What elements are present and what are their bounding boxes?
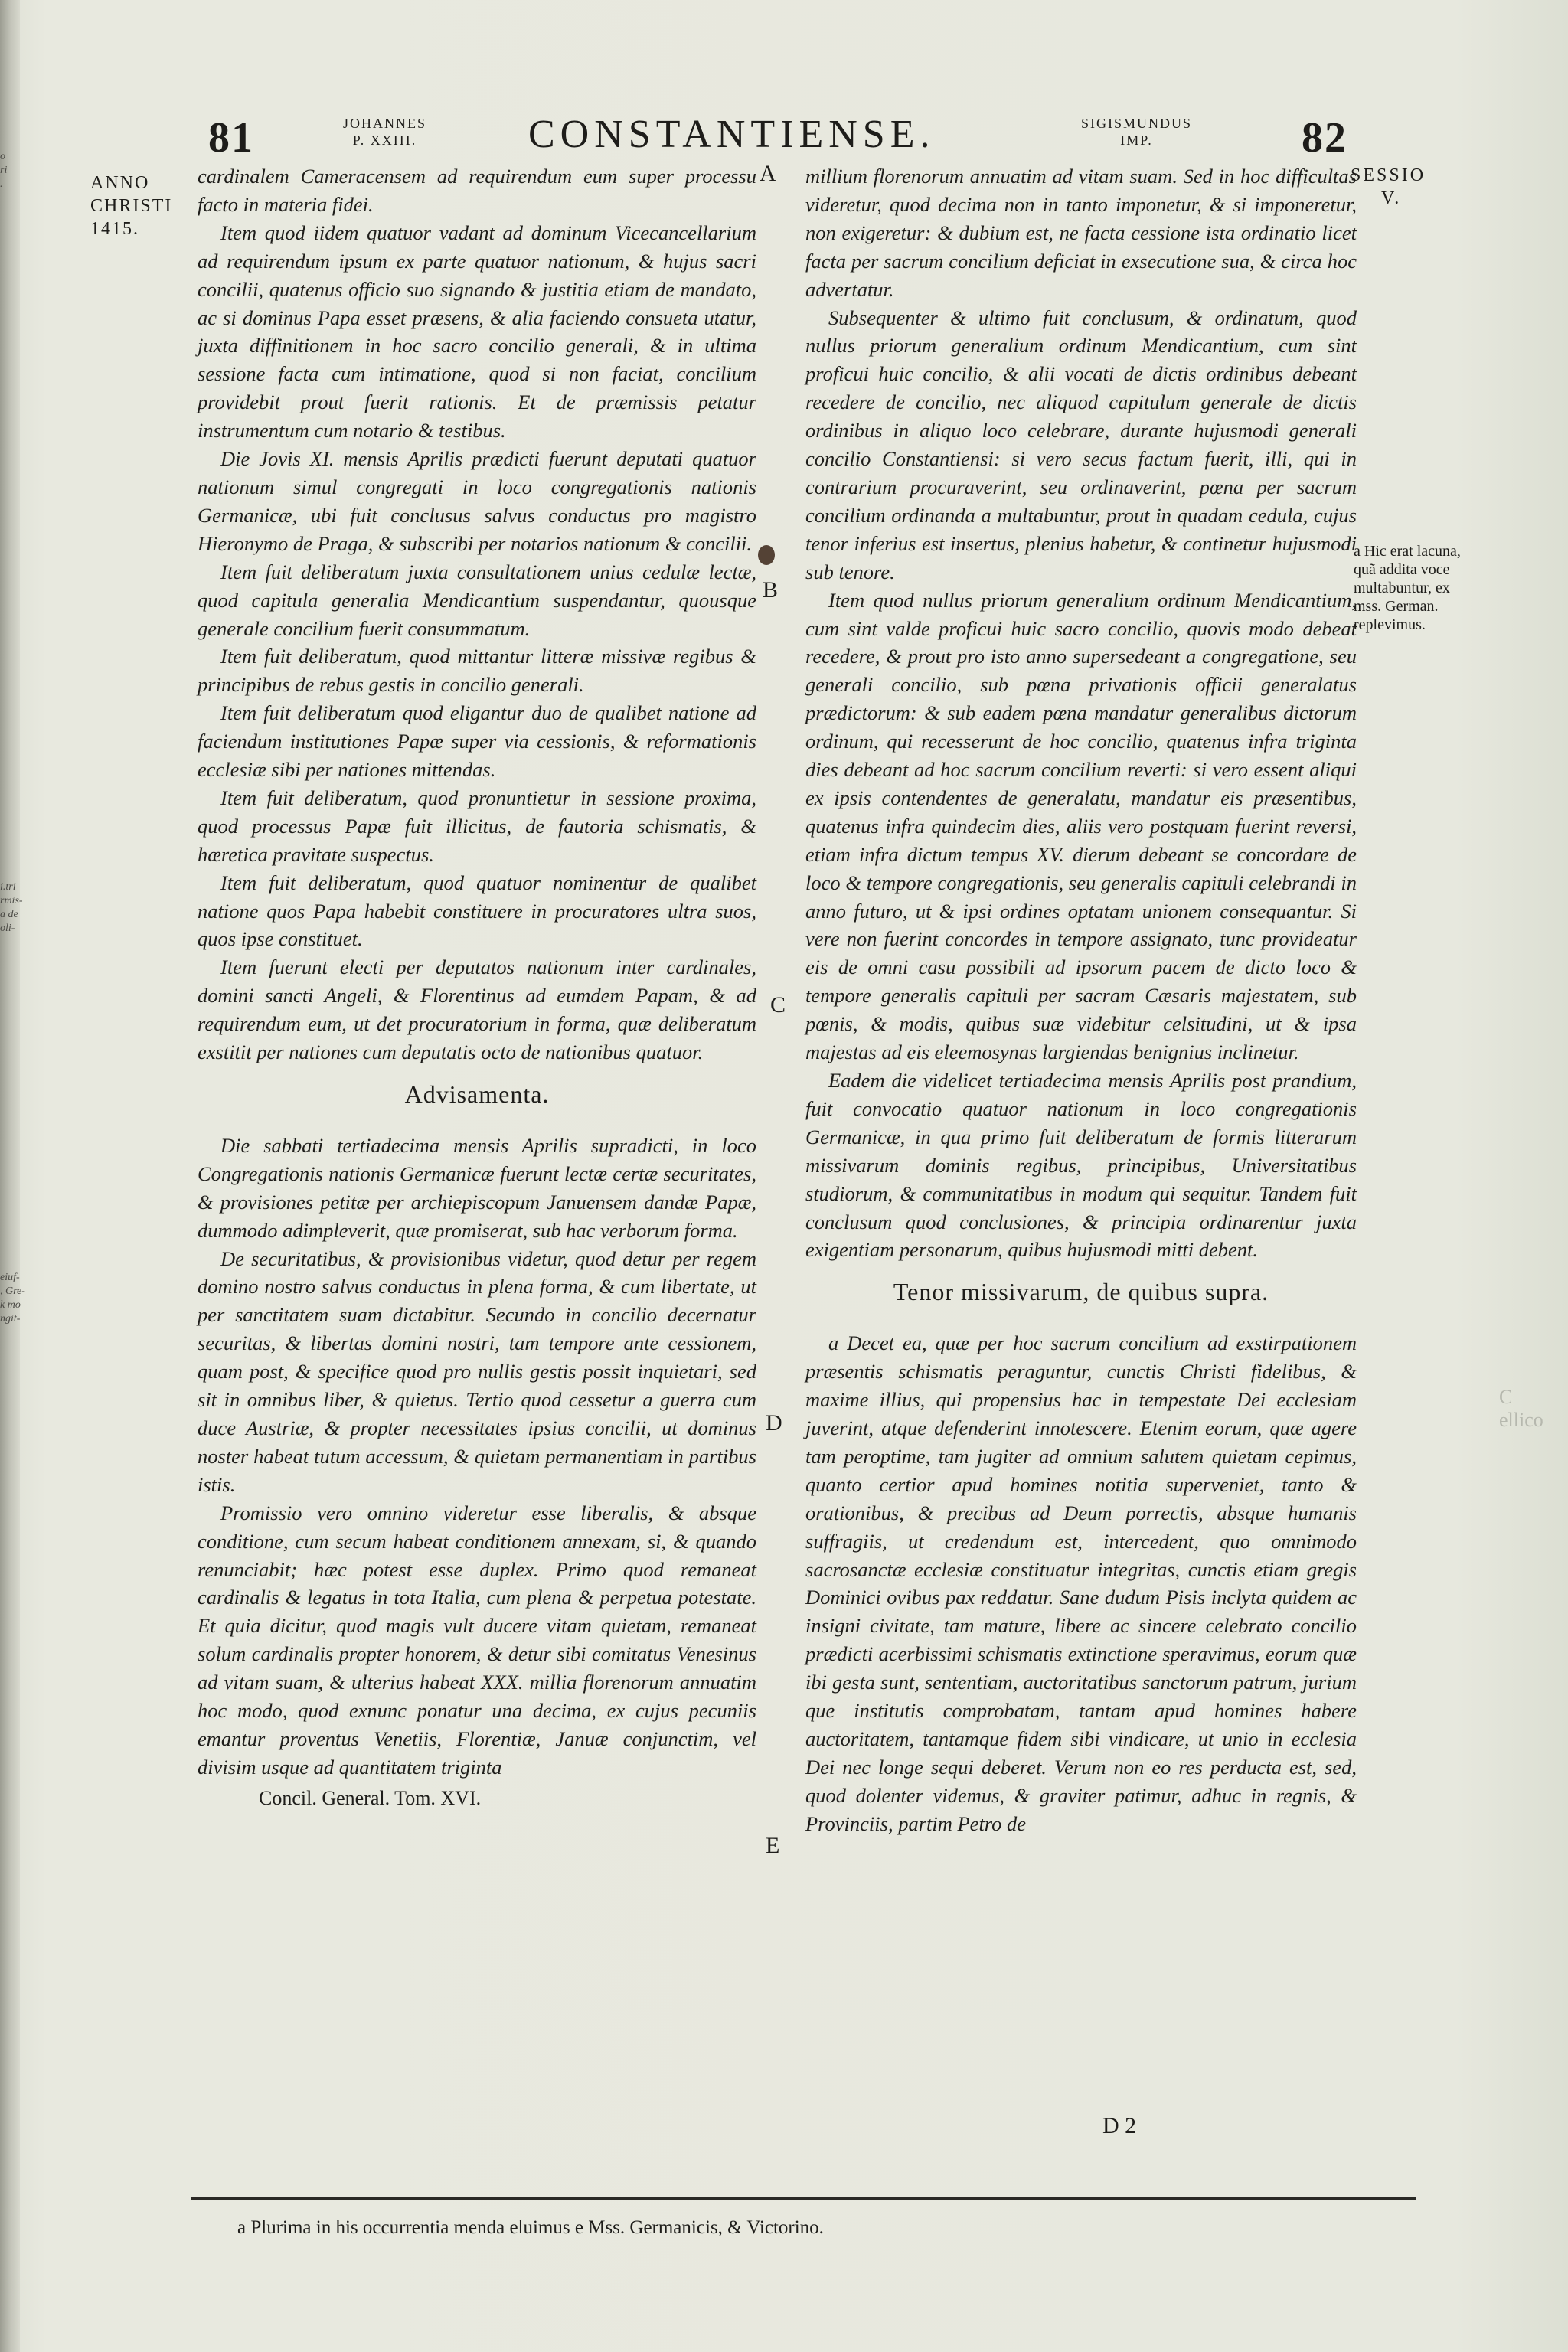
running-head-title: CONSTANTIENSE. xyxy=(528,113,936,156)
page-number-left: 81 xyxy=(208,114,254,162)
paragraph: Promissio vero omnino videretur esse liberalis, & absque conditione, cum secum habeat conditionem annexam, si, & quando renunciabit; hæc potest esse duplex. Primo quod remaneat cardinalis & legatus in tota Italia, cum plena & perpetua potestate. Et quia dicitur, quod magis vult ducere vitam quietam, remaneat solum cardinalis propter honorem, & detur sibi comitatus Venesinus ad vitam suam, & ulterius habeat XXX. millia florenorum annuatim hoc modo, quod exnunc ponatur una decima, ex cujus pecuniis emantur proventus Venetiis, Florentiæ, Januæ conjunctim, vel divisim usque ad quantitatem triginta xyxy=(198,1501,756,1779)
paragraph: Eadem die videlicet tertiadecima mensis Aprilis post prandium, fuit convocatio quatuor nationum in loco congregationis Germanicæ, in qua primo fuit deliberatum de formis litterarum missivarum dominis regibus, principibus, Universitatibus studiorum, & communitatibus in modum qui sequitur. Tandem fuit conclusum quod conclusiones, & principia ordinarentur juxta exigentiam personarum, quibus hujusmodi mitti debent. xyxy=(805,1069,1357,1262)
bleed-through-text: o ri . xyxy=(0,151,8,190)
paragraph: Subsequenter & ultimo fuit conclusum, & ordinatum, quod nullus priorum generalium ordinum Mendicantium, cum sint proficui huic concilio, & alii vocati de dictis ordinibus debeant recedere de concilio, nec aliquod capitulum generale de dictis ordinibus in aliquo loco celebrare, durante hujusmodi generali concilio Constantiensi: si vero secus factum fuerit, illi, qui in contrarium procuraverint, seu ordinaverint, pœna per sacrum concilium ordinanda a multabuntur, prout in quadam cedula, cujus tenor inferius est insertus, plenius habetur, & continetur hujusmodi sub tenore. xyxy=(805,305,1357,583)
book-spine xyxy=(0,0,20,2352)
text-column-right xyxy=(805,162,1357,1838)
bleed-through-text: eiuf- , Gre- k mo ngit- xyxy=(0,1272,25,1325)
paragraph: Item quod iidem quatuor vadant ad dominum Vicecancellarium ad requirendum ipsum ex parte quatuor nationum, & hujus sacri concilii, quatenus officio suo signando & justitia etiam de mandato, ac si dominus Papa esset præsens, & alia faciendo consueta utatur, juxta diffinitionem in hoc sacro concilio generali, & in ultima sessione facta cum intimatione, quod si non faciat, concilium providebit prout fuerit rationis. Et de præmissis petatur instrumentum cum notario & testibus. xyxy=(198,220,756,443)
paragraph: Item fuit deliberatum, quod mittantur litteræ missivæ regibus & principibus de rebus gestis in concilio generali. xyxy=(198,645,756,697)
paragraph: Item fuit deliberatum, quod pronuntietur in sessione proxima, quod processus Papæ fuit illicitus, de fautoria schismatis, & hæretica pravitate suspectus. xyxy=(198,786,756,866)
paragraph: Item fuit deliberatum quod eligantur duo de qualibet natione ad faciendum institutiones Papæ super via cessionis, & reformationis ecclesiæ sibi per nationes mittendas. xyxy=(198,701,756,782)
section-marker-c: C xyxy=(770,992,786,1018)
section-heading: Advisamenta. xyxy=(404,1080,550,1108)
text-column-left xyxy=(198,162,756,1813)
margin-footnote-a: a Hic erat lacuna, quã addita voce multabuntur, ex mss. German. replevimus. xyxy=(1354,543,1461,633)
section-marker-e: E xyxy=(766,1833,780,1858)
margin-session-note: SESSIO V. xyxy=(1351,165,1426,208)
bleed-through-text: i.tri rmis- a de oli- xyxy=(0,881,23,934)
paragraph: De securitatibus, & provisionibus videtur, quod detur per regem domino nostro salvus conductus in plena forma, & cum libertate, ut per sanctitatem suam dictabitur. Secundo in concilio decernatur securitas, & libertas domini nostri, tam tempore ante cessionem, quam post, & specifice quod pro nullis gestis possit inquietari, sed sit in omnibus liber, & quietus. Tertio quod cessetur a guerra cum duce Austriæ, & propter necessitates ipsius concilii, ut dominus noster habeat tutum accessum, & quietam permanentiam in partibus istis. xyxy=(198,1246,756,1496)
margin-year-note: ANNO CHRISTI 1415. xyxy=(90,173,173,239)
catchline-volume: Concil. General. Tom. XVI. xyxy=(259,1786,482,1809)
paragraph: cardinalem Cameracensem ad requirendum eum super processu facto in materia fidei. xyxy=(198,165,756,216)
paragraph: Item fuit deliberatum, quod quatuor nominentur de qualibet natione quos Papa habebit constituere in procuratores ultra suos, quos ipse constituet. xyxy=(198,871,756,951)
paragraph: Item quod nullus priorum generalium ordinum Mendicantium, cum sint valde proficui huic sacro concilio, quovis modo debeat recedere, & prout pro isto anno supersedeant a congregatione, seu generali concilio, sub pœna privationis officii generalatus prædictorum: & sub eadem pœna mandatur generalibus dictorum ordinum, qui recesserunt de hoc concilio, quatenus infra triginta dies debeant ad hoc sacrum concilium reverti: si vero essent aliqui ex ipsis contendentes de generalatu, mandatur eis præsentibus, quatenus infra quindecim dies, aliis vero postquam fuerint reversi, etiam infra dictum tempus XV. dierum debeant se concordare de loco & tempore congregationis, seu generalis capituli celebrandi in anno futuro, ut & ipsi ordines optatam unionem consequantur. Si vere non fuerint concordes in tempore assignato, tunc provideatur eis de omni casu possibili ad ipsorum pacem de dicto loco & tempore generalis capituli per sacram Cæsaris majestatem, sub pœnis, & modis, quibus suæ videbitur celsitudini, ut & ipsa majestas ad eis eleemosynas largiendas benignius inclinetur. xyxy=(805,588,1357,1064)
section-heading: Tenor missivarum, de quibus supra. xyxy=(893,1278,1269,1306)
paragraph: Die Jovis XI. mensis Aprilis prædicti fuerunt deputati quatuor nationum simul congregati in loco congregationis nationis Germanicæ, ubi fuit conclusus salvus conductus pro magistro Hieronymo de Praga, & subscribi per notarios nationum & concilii. xyxy=(198,447,756,555)
section-marker-d: D xyxy=(766,1410,782,1436)
paragraph: a Decet ea, quæ per hoc sacrum concilium ad exstirpationem præsentis schismatis peraguntur, cunctis Christi fidelibus, & maxime illius, qui propensius hac in tempestate Dei ecclesiam juverint, atque defenderint innotescere. Etenim eorum, quæ agere tam peroptime, tam jugiter ad omnium salutem quietam cepimus, quanto certior apud homines notitia superveniet, tanto & orationibus, & precibus ad Deum porrectis, absque humanis suffragiis, ut credendum est, intercedent, quo omnimodo sacrosanctæ ecclesiæ constituatur integritas, cunctis etiam gregis Dominici ovibus pax reddatur. Sane dudum Pisis inclyta quidem ac insigni civitate, tam mature, libere ac sincere celebrato concilio prædicti acerbissimi schismatis extinctione speravimus, eorum quæ ibi gesta sunt, sententiam, auctoritatibus sanctorum patrum, jurium que institutis comprobatam, tantam apud homines habere auctoritatem, tantamque fidem sibi vindicare, ut unio in ecclesia Dei nec longe sequi deberet. Verum non eo res perducta est, sed, quod dolenter videmus, & graviter patimur, adhuc in regnis, & Provinciis, partim Petro de xyxy=(805,1331,1357,1835)
paragraph: millium florenorum annuatim ad vitam suam. Sed in hoc difficultas videretur, quod decima non in tanto imponetur, & si imponeretur, non exigeretur: & dubium est, ne facta cessione ista ordinatio licet facta per sacrum concilium deficiat in exsecutione sua, & circa hoc advertatur. xyxy=(805,165,1357,301)
section-marker-b: B xyxy=(763,577,779,603)
paragraph: Item fuerunt electi per deputatos nationum inter cardinales, domini sancti Angeli, & Florentinus ad eumdem Papam, & ad requirendum eum, ut det procuratorium in forma, quæ deliberatum exstitit per nationes cum deputatis octo de nationibus quatuor. xyxy=(198,956,756,1064)
page-header xyxy=(0,107,1568,168)
paragraph: Item fuit deliberatum juxta consultationem unius cedulæ lectæ, quod capitula generalia Mendicantium suspendantur, quousque generale concilium fuerit consummatum. xyxy=(198,560,756,640)
ink-blot xyxy=(758,545,775,565)
signature-mark: D 2 xyxy=(1102,2113,1137,2138)
running-head-emperor: SIGISMUNDUS IMP. xyxy=(1081,116,1193,148)
footnote-rule xyxy=(191,2197,1416,2200)
paragraph: Die sabbati tertiadecima mensis Aprilis supradicti, in loco Congregationis nationis Germanicæ fuerunt lectæ certæ securitates, & provisiones petitæ per archiepiscopum Januensem dandæ Papæ, dummodo adimpleverit, quæ promiserat, sub hac verborum forma. xyxy=(198,1133,756,1242)
bleed-through-text: C ellico xyxy=(1499,1386,1544,1431)
running-head-pope: JOHANNES P. XXIII. xyxy=(343,116,427,148)
footnote: a Plurima in his occurrentia menda eluimus e Mss. Germanicis, & Victorino. xyxy=(237,2217,824,2238)
section-marker-a: A xyxy=(760,161,776,186)
page-number-right: 82 xyxy=(1302,114,1348,162)
